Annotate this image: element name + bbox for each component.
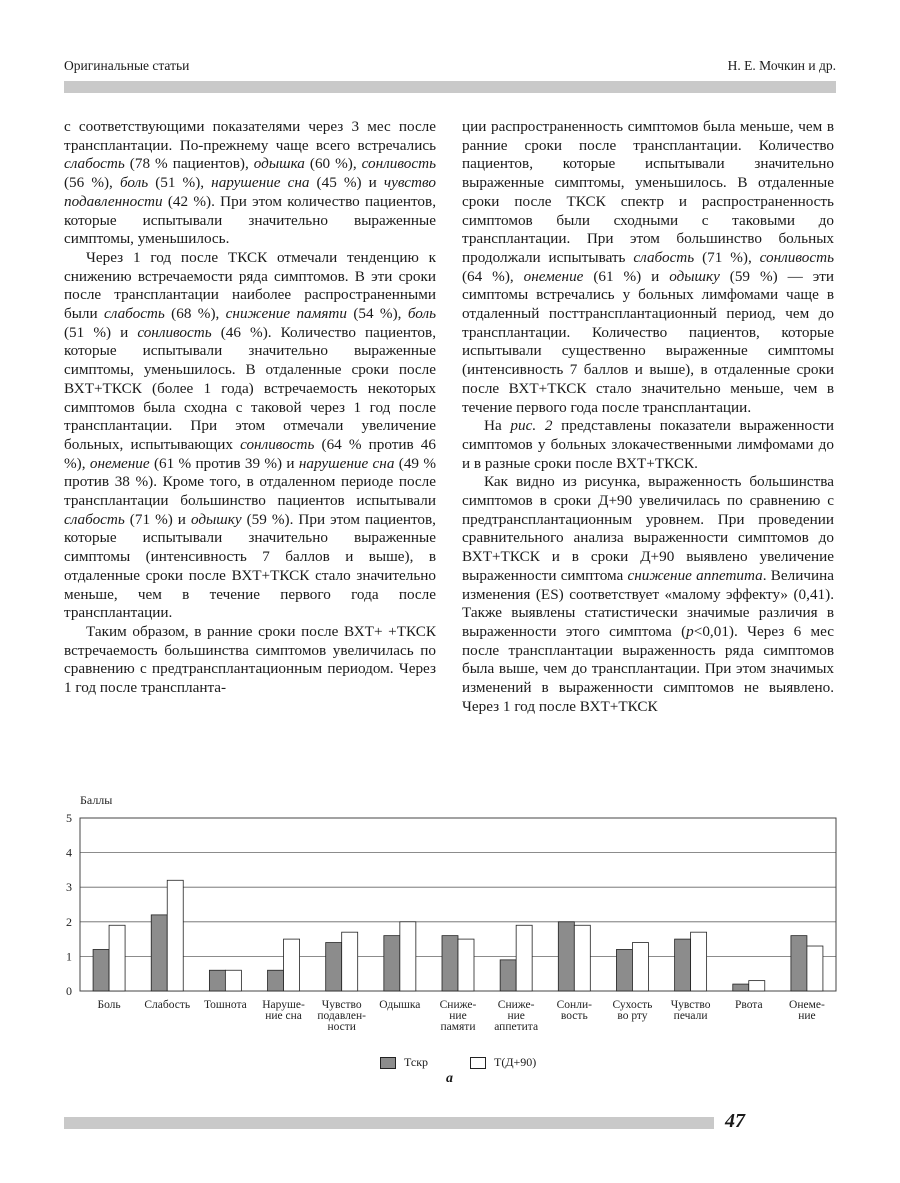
left-column [64, 118, 436, 698]
footer-divider [64, 1117, 714, 1129]
bar-td90 [691, 932, 707, 991]
x-tick-label: Сонли-вость [556, 999, 592, 1022]
legend-label: Т(Д+90) [494, 1055, 537, 1069]
x-tick-label: Слабость [144, 999, 191, 1011]
bar-chart [60, 790, 840, 1052]
bar-tskr [733, 984, 749, 991]
paragraph: с соответствующими показателями через 3 мес после трансплантации. По-прежнему чаще всего встречались слабость (78 % пациентов), одышка (60 %), сонливость (56 %), боль (51 %), нарушение сна (45 %) и чувство подавленности (42 %). При этом количество пациентов, которые испытывали значительно выраженные симптомы, уменьшилось. [64, 118, 436, 248]
paragraph: Как видно из рисунка, выраженность большинства симптомов в сроки Д+90 увеличилась по сравнению с предтрансплантационным уровнем. При проведении сравнительного анализа выраженности симптомов до ВХТ+ТКСК и в сроки Д+90 выявлено увеличение выраженности симптома снижение аппетита. Величина изменения (ES) соответствует «малому эффекту» (0,41). Также выявлены статистически значимые различия в выраженности этого симптома (р<0,01). Через 6 мес после трансплантации выраженность ряда симптомов была выше, чем до трансплантации. При этом значимых изменений в выраженности симптомов не выявлено. Через 1 год после ВХТ+ТКСК [462, 473, 835, 715]
x-tick-label: Чувство подавлен-ности [317, 999, 367, 1033]
x-tick-label: Боль [97, 999, 121, 1011]
running-header [64, 58, 836, 78]
bar-tskr [558, 922, 574, 991]
right-column [462, 118, 834, 717]
bar-td90 [167, 880, 183, 991]
figure-panel-label: а [446, 1071, 453, 1086]
x-tick-label: Одышка [379, 999, 421, 1011]
paragraph: На рис. 2 представлены показатели выраженности симптомов у больных злокачественными лимфомами до и в разные сроки после ВХТ+ТКСК. [462, 417, 834, 472]
y-tick-label: 3 [66, 880, 72, 895]
legend-item [380, 1055, 428, 1070]
section-title: Оригинальные статьи [64, 58, 190, 73]
x-tick-label: Тошнота [203, 999, 247, 1011]
x-tick-label: Рвота [734, 999, 763, 1011]
bar-tskr [791, 936, 807, 991]
bar-tskr [675, 939, 691, 991]
figure-symptom-chart [60, 790, 840, 1090]
x-tick-label: Сниже-ние памяти [439, 999, 477, 1033]
bar-td90 [632, 943, 648, 991]
bar-tskr [616, 949, 632, 991]
legend-swatch-white [470, 1057, 486, 1069]
y-tick-label: 5 [66, 811, 72, 825]
bar-tskr [442, 936, 458, 991]
legend-label: Тскр [404, 1055, 429, 1069]
bar-td90 [458, 939, 474, 991]
bar-td90 [749, 981, 765, 991]
bar-tskr [268, 970, 284, 991]
y-tick-label: 1 [66, 949, 72, 964]
bar-td90 [342, 932, 358, 991]
x-tick-label: Сниже-ние аппетита [494, 999, 539, 1033]
legend-swatch-gray [380, 1057, 396, 1069]
bar-td90 [284, 939, 300, 991]
bar-td90 [400, 922, 416, 991]
paragraph: Через 1 год после ТКСК отмечали тенденцию к снижению встречаемости ряда симптомов. В эти сроки после трансплантации наиболее распространенными были слабость (68 %), снижение памяти (54 %), боль (51 %) и сонливость (46 %). Количество пациентов, которые испытывали значительно выраженные симптомы, уменьшилось. В отдаленные сроки после ВХТ+ТКСК (более 1 года) встречаемость некоторых симптомов была сходна с таковой через 1 год после трансплантации. При этом отмечали увеличение больных, испытывающих сонливость (64 % против 46 %), онемение (61 % против 39 %) и нарушение сна (49 % против 38 %). Кроме того, в отдаленном периоде после трансплантации большинство пациентов испытывали слабость (71 %) и одышку (59 %). При этом пациентов, которые испытывали значительно выраженные симптомы (интенсивность 7 баллов и выше), в отдаленные сроки после ВХТ+ТКСК стало значительно меньше, чем в течение первого года после трансплантации. [64, 248, 436, 622]
bar-td90 [516, 925, 532, 991]
x-tick-label: Чувство печали [670, 999, 711, 1022]
y-tick-label: 0 [66, 984, 72, 998]
paragraph: Таким образом, в ранние сроки после ВХТ+ +ТКСК встречаемость большинства симптомов увеличилась по сравнению с предтрансплантационным периодом. Через 1 год после транспланта- [64, 622, 436, 697]
x-tick-label: Наруше-ние сна [262, 999, 305, 1022]
x-tick-label: Онеме-ние [789, 999, 825, 1022]
header-divider [64, 81, 836, 93]
bar-td90 [574, 925, 590, 991]
x-tick-label: Сухость во рту [612, 999, 653, 1022]
y-tick-label: 2 [66, 914, 72, 929]
bar-tskr [500, 960, 516, 991]
y-axis-label: Баллы [80, 793, 113, 807]
authors: Н. Е. Мочкин и др. [727, 58, 836, 73]
y-tick-label: 4 [66, 845, 72, 860]
bar-tskr [209, 970, 225, 991]
paragraph: ции распространенность симптомов была меньше, чем в ранние сроки после трансплантации. Количество пациентов, которые испытывали значительно выраженные симптомы, уменьшилось. В отдаленные сроки после ТКСК спектр и распространенность симптомов были сходными с таковыми до трансплантации. При этом большинство больных продолжали испытывать слабость (71 %), сонливость (64 %), онемение (61 %) и одышку (59 %) — эти симптомы встречались у больных лимфомами чаще в отдаленный посттрансплантационный период, чем до трансплантации. Количество пациентов, которые испытывали существенно выраженные симптомы (интенсивность 7 баллов и выше), в отдаленные сроки после ВХТ+ТКСК стало значительно меньше, чем в течение первого года после трансплантации. [462, 118, 834, 416]
bar-tskr [326, 943, 342, 991]
legend-item [470, 1055, 536, 1070]
bar-td90 [109, 925, 125, 991]
bar-td90 [807, 946, 823, 991]
bar-tskr [151, 915, 167, 991]
bar-tskr [384, 936, 400, 991]
bar-td90 [225, 970, 241, 991]
bar-tskr [93, 949, 109, 991]
page-number: 47 [725, 1110, 745, 1132]
